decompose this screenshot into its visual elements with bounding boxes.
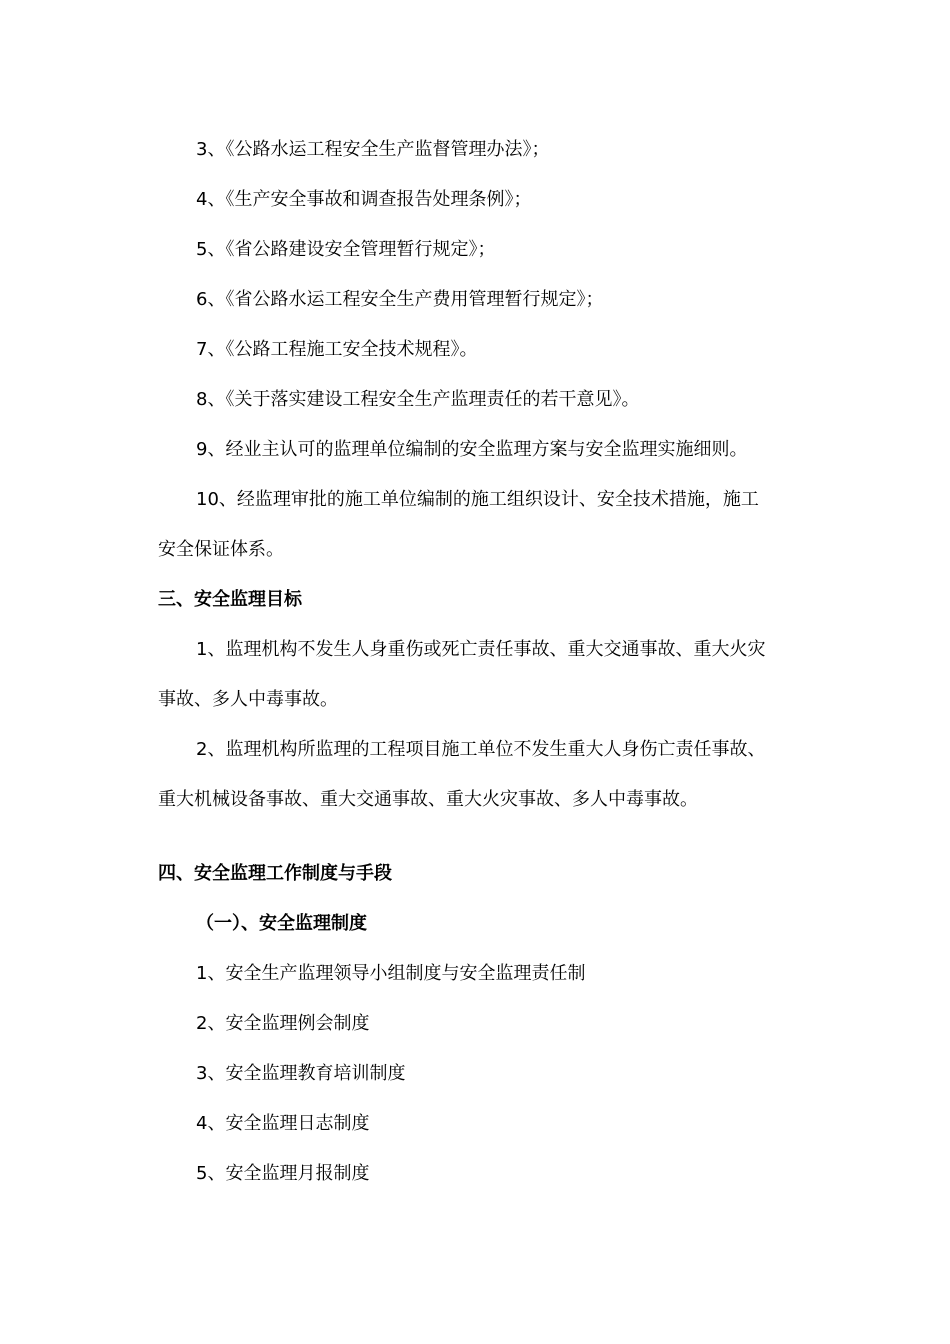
reference-item-3: 3、《公路水运工程安全生产监督管理办法》； (196, 139, 550, 160)
reference-item-10-line-2: 安全保证体系。 (158, 539, 284, 560)
goal-1-line-2: 事故、多人中毒事故。 (158, 689, 338, 710)
reference-item-8: 8、《关于落实建设工程安全生产监理责任的若干意见》。 (196, 389, 640, 410)
reference-item-9: 9、经业主认可的监理单位编制的安全监理方案与安全监理实施细则。 (196, 439, 748, 460)
goal-1-line-1: 1、监理机构不发生人身重伤或死亡责任事故、重大交通事故、重大火灾 (196, 639, 766, 660)
section-3-heading: 三、安全监理目标 (158, 589, 302, 610)
system-item-5: 5、安全监理月报制度 (196, 1163, 370, 1184)
reference-item-10-line-1: 10、经监理审批的施工单位编制的施工组织设计、安全技术措施，施工 (196, 489, 759, 510)
system-item-2: 2、安全监理例会制度 (196, 1013, 370, 1034)
reference-item-6: 6、《省公路水运工程安全生产费用管理暂行规定》； (196, 289, 604, 310)
system-item-1: 1、安全生产监理领导小组制度与安全监理责任制 (196, 963, 586, 984)
goal-2-line-1: 2、监理机构所监理的工程项目施工单位不发生重大人身伤亡责任事故、 (196, 739, 766, 760)
system-item-3: 3、安全监理教育培训制度 (196, 1063, 406, 1084)
reference-item-5: 5、《省公路建设安全管理暂行规定》； (196, 239, 496, 260)
system-item-4: 4、安全监理日志制度 (196, 1113, 370, 1134)
goal-2-line-2: 重大机械设备事故、重大交通事故、重大火灾事故、多人中毒事故。 (158, 789, 698, 810)
section-4-subheading: （一）、安全监理制度 (196, 913, 367, 934)
reference-item-4: 4、《生产安全事故和调查报告处理条例》； (196, 189, 532, 210)
section-4-heading: 四、安全监理工作制度与手段 (158, 863, 392, 884)
reference-item-7: 7、《公路工程施工安全技术规程》。 (196, 339, 478, 360)
